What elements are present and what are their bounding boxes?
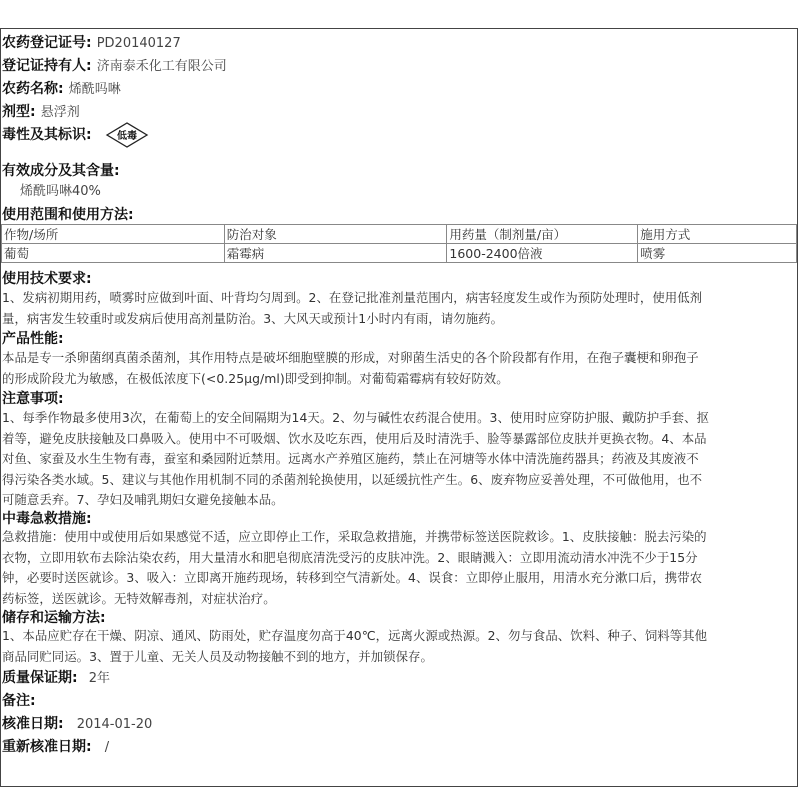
performance-title: [2, 328, 798, 349]
storage-line: 1、本品应贮存在干燥、阴凉、通风、防雨处，贮存温度勿高于40℃，远离火源或热源。2、勿与食品、饮料、种子、饲料等其他: [2, 628, 708, 643]
usage-cell-crop: 葡萄: [2, 244, 225, 263]
notes-line: 着等，避免皮肤接触及口鼻吸入。使用中不可吸烟、饮水及吃东西，使用后及时清洗手、脸等暴露部位皮肤并更换衣物。4、本品: [2, 430, 707, 446]
registration-number-row: [2, 32, 798, 54]
ingredient-label: 有效成分及其含量:: [2, 163, 120, 179]
usage-header-method: 施用方式: [638, 225, 797, 244]
notes-title: [2, 388, 798, 409]
performance-label: 产品性能:: [2, 331, 64, 347]
technique-text: [2, 288, 798, 329]
approval-date-row: [2, 713, 798, 735]
firstaid-title: [2, 508, 798, 529]
usage-label: 使用范围和使用方法:: [2, 207, 134, 223]
storage-label: 储存和运输方法:: [2, 610, 106, 626]
shelf-life-label: 质量保证期:: [2, 670, 78, 686]
shelf-life-row: [2, 667, 798, 689]
remarks-row: [2, 690, 798, 712]
technique-label: 使用技术要求:: [2, 271, 92, 287]
toxicity-label: 毒性及其标识:: [2, 127, 92, 143]
ingredient-value-row: [20, 180, 798, 202]
toxicity-row: [2, 122, 798, 152]
notes-line: 对鱼、家蚕及水生生物有毒，蚕室和桑园附近禁用。远离水产养殖区施药，禁止在河塘等水体中清洗施药器具；药液及其废液不: [2, 451, 699, 466]
firstaid-label: 中毒急救措施:: [2, 511, 92, 527]
registration-number-label: 农药登记证号:: [2, 35, 92, 51]
toxicity-badge-text: 低毒: [116, 131, 137, 142]
usage-header-dosage: 用药量（制剂量/亩）: [447, 225, 638, 244]
notes-label: 注意事项:: [2, 391, 64, 407]
firstaid-line: 钟，必要时送医就诊。3、吸入：立即离开施药现场，转移到空气清新处。4、误食：立即停止服用，用清水充分漱口后，携带农: [2, 570, 703, 585]
technique-title: [2, 268, 798, 289]
usage-table: [1, 224, 797, 263]
ingredient-title: [2, 160, 798, 181]
technique-line: 量，病害发生较重时或发病后使用高剂量防治。3、大风天或预计1小时内有雨，请勿施药。: [2, 310, 504, 326]
formulation-row: [2, 101, 798, 123]
pesticide-name-row: [2, 78, 798, 100]
reapproval-date-value: /: [104, 740, 110, 755]
holder-label: 登记证持有人:: [2, 58, 92, 74]
pesticide-name-label: 农药名称:: [2, 81, 64, 97]
performance-line: 本品是专一杀卵菌纲真菌杀菌剂，其作用特点是破坏细胞壁膜的形成，对卵菌生活史的各个阶段都有作用，在孢子囊梗和卵孢子: [2, 350, 699, 365]
usage-cell-method: 喷雾: [638, 244, 797, 263]
usage-title: [2, 204, 798, 225]
registration-number-value: PD20140127: [96, 36, 181, 51]
usage-table-row: [2, 244, 797, 263]
usage-table-header-row: [2, 225, 797, 244]
ingredient-value: 烯酰吗啉40%: [20, 184, 101, 199]
usage-cell-dosage: 1600-2400倍液: [447, 244, 638, 263]
usage-header-target: 防治对象: [224, 225, 447, 244]
low-toxicity-diamond-icon: [105, 122, 149, 148]
approval-date-label: 核准日期:: [2, 716, 64, 732]
firstaid-line: 急救措施：使用中或使用后如果感觉不适，应立即停止工作，采取急救措施，并携带标签送医院救诊。1、皮肤接触：脱去污染的: [2, 529, 707, 544]
formulation-value: 悬浮剂: [40, 105, 80, 120]
firstaid-text: [2, 527, 798, 609]
notes-line: 1、每季作物最多使用3次，在葡萄上的安全间隔期为14天。2、勿与碱性农药混合使用。3、使用时应穿防护服、戴防护手套、抠: [2, 410, 709, 425]
firstaid-line: 衣物，立即用软布去除沾染农药，用大量清水和肥皂彻底清洗受污的皮肤冲洗。2、眼睛溅入：立即用流动清水冲洗不少于15分: [2, 549, 698, 565]
storage-line: 商品同贮同运。3、置于儿童、无关人员及动物接触不到的地方，并加锁保存。: [2, 648, 433, 664]
holder-row: [2, 55, 798, 77]
reapproval-date-label: 重新核准日期:: [2, 739, 92, 755]
pesticide-name-value: 烯酰吗啉: [68, 82, 121, 97]
holder-value: 济南泰禾化工有限公司: [96, 59, 227, 74]
storage-text: [2, 626, 798, 667]
shelf-life-value: 2年: [88, 671, 110, 686]
notes-line: 可随意丢弃。7、孕妇及哺乳期妇女避免接触本品。: [2, 492, 284, 507]
usage-cell-target: 霜霉病: [224, 244, 447, 263]
reapproval-date-row: [2, 736, 798, 758]
notes-line: 得污染各类水域。5、建议与其他作用机制不同的杀菌剂轮换使用，以延缓抗性产生。6、废弃物应妥善处理，不可做他用，也不: [2, 471, 703, 487]
remarks-label: 备注:: [2, 693, 36, 709]
approval-date-value: 2014-01-20: [76, 717, 153, 732]
performance-line: 的形成阶段尤为敏感，在极低浓度下(<0.25μg/ml)即受到抑制。对葡萄霜霉病有较好防效。: [2, 370, 509, 386]
storage-title: [2, 607, 798, 628]
performance-text: [2, 348, 798, 389]
notes-text: [2, 408, 798, 511]
formulation-label: 剂型:: [2, 104, 36, 120]
firstaid-line: 药标签，送医就诊。无特效解毒剂，对症状治疗。: [2, 590, 276, 606]
technique-line: 1、发病初期用药，喷雾时应做到叶面、叶背均匀周到。2、在登记批准剂量范围内，病害轻度发生或作为预防处理时，使用低剂: [2, 290, 703, 305]
usage-header-crop: 作物/场所: [2, 225, 225, 244]
